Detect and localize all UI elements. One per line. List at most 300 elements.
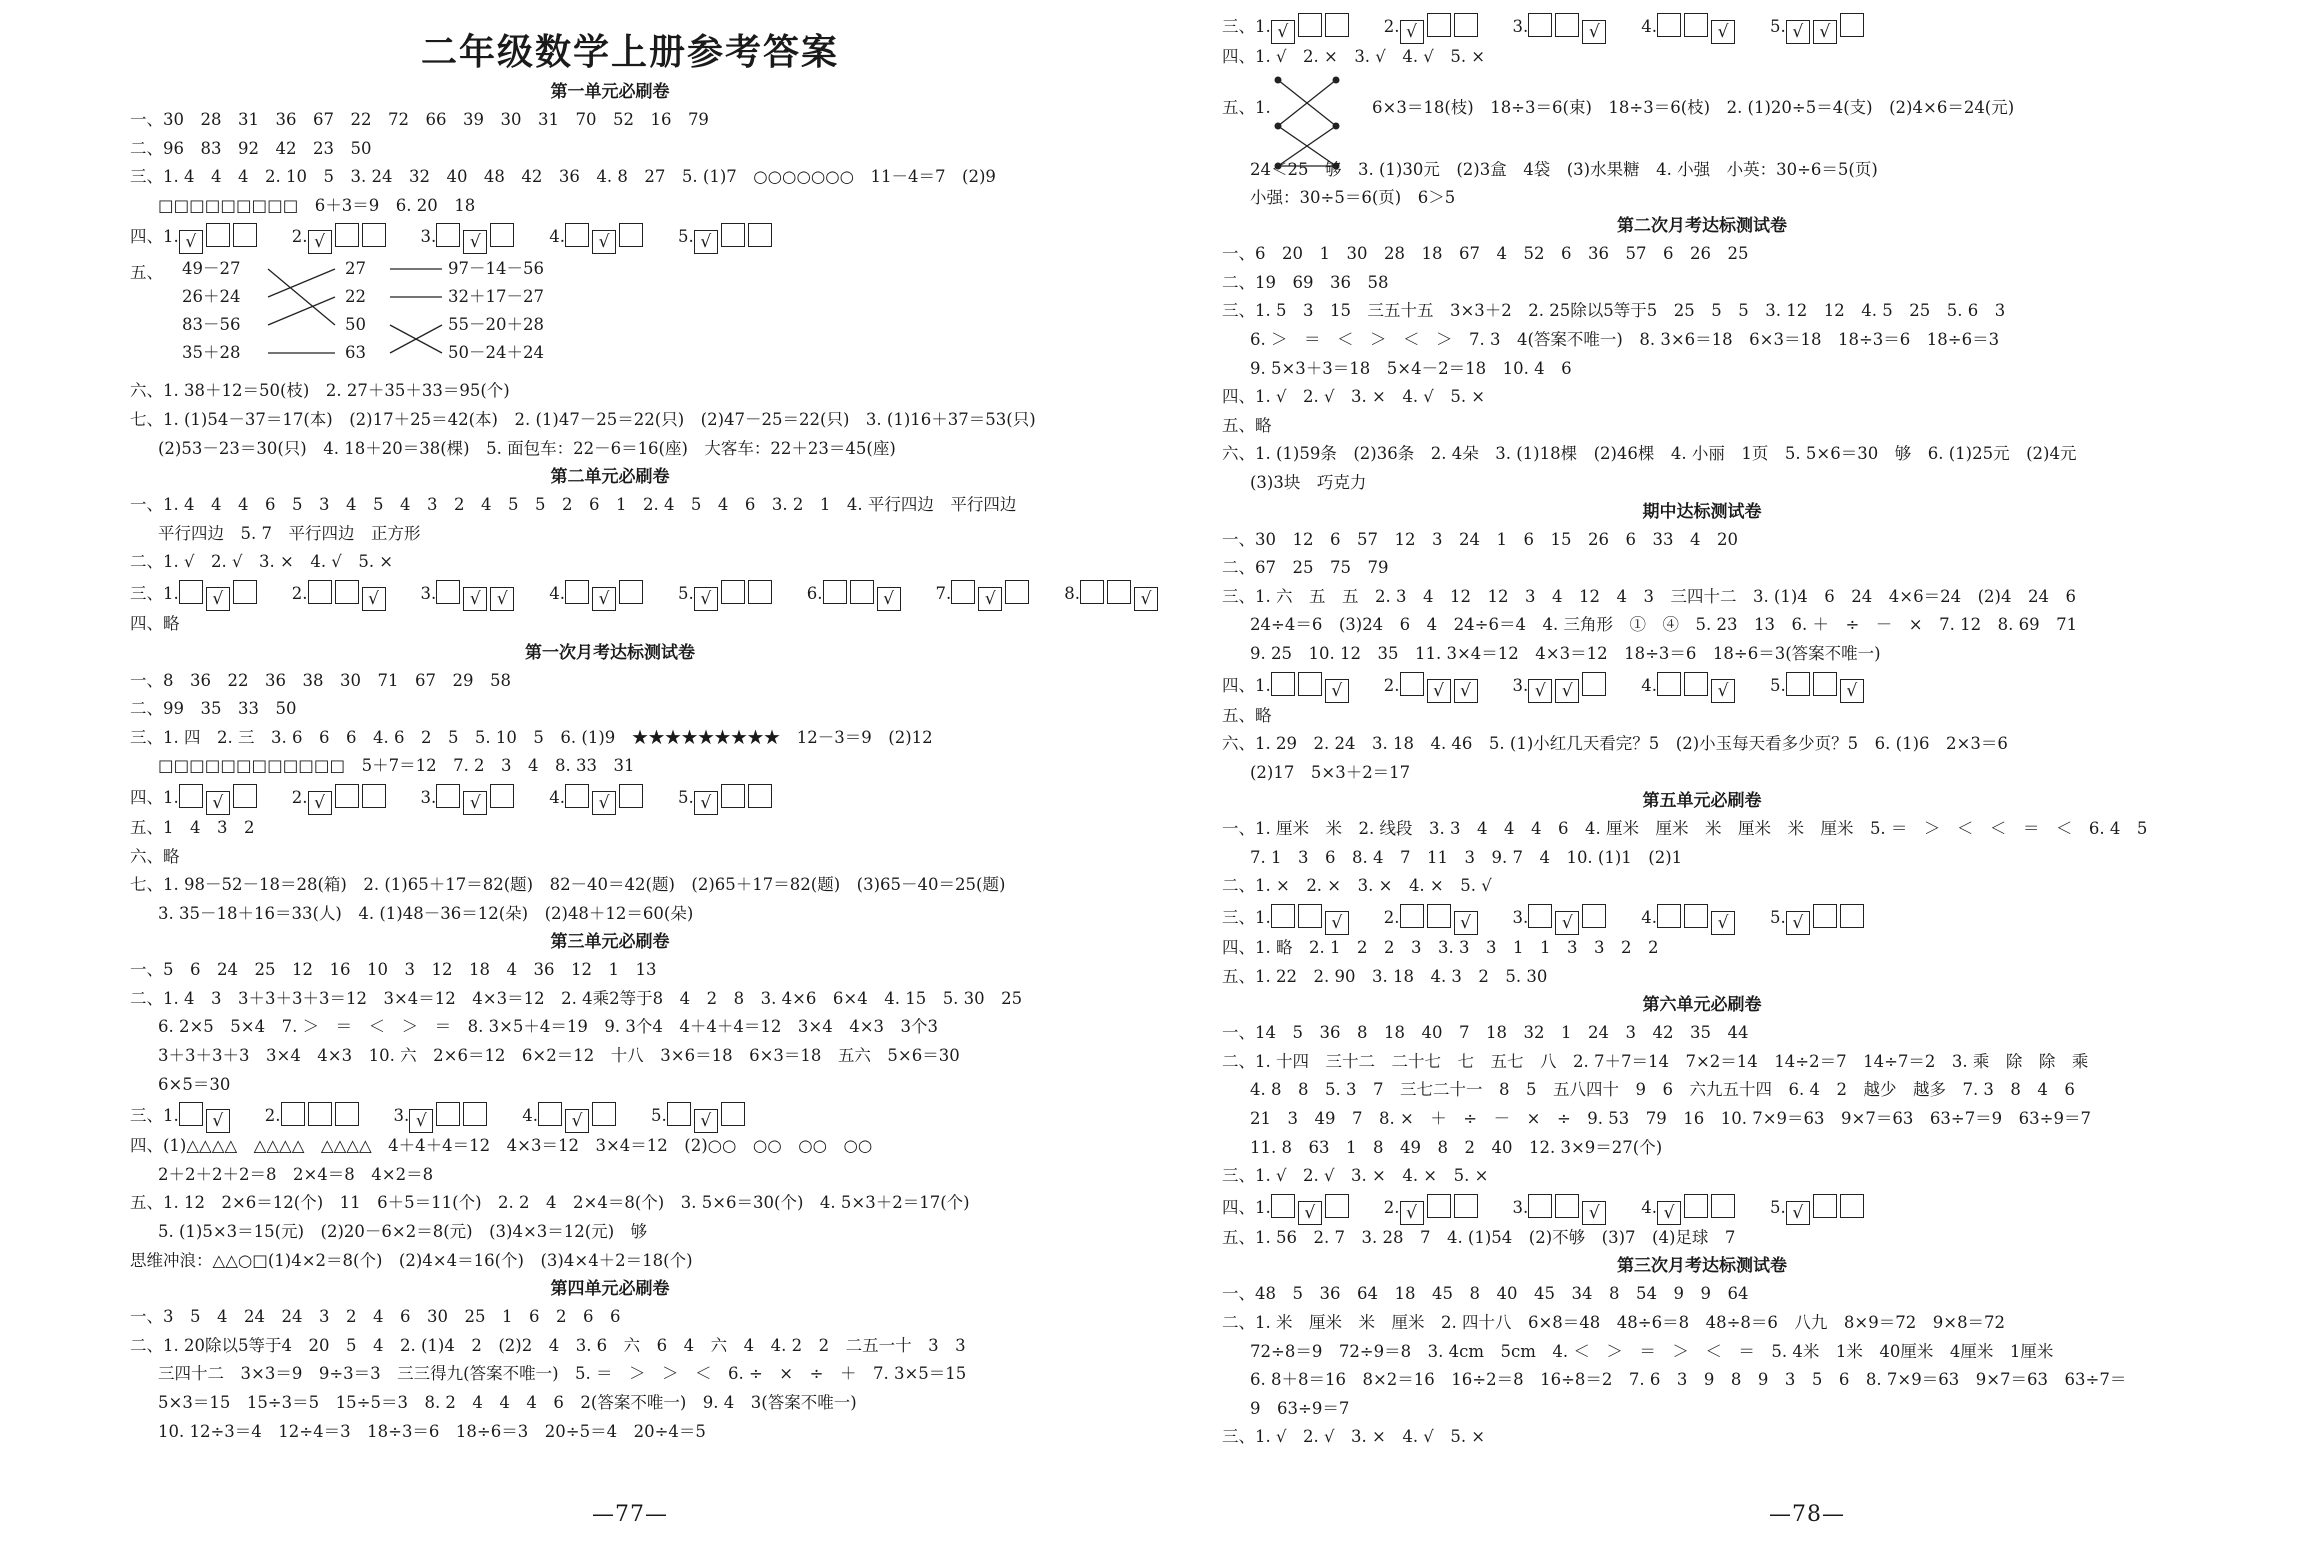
- box-question: [1512, 675, 1610, 701]
- answer-box: [1298, 904, 1322, 928]
- answer-line: 二、1. √ 2. √ 3. × 4. √ 5. ×: [130, 552, 394, 572]
- answer-line: 五、1. 12 2×6＝12(个) 11 6＋5＝11(个) 2. 2 4 2×4＝8(个) 3. 5×6＝30(个) 4. 5×3＋2＝17(个): [130, 1193, 970, 1213]
- answer-box: √: [694, 587, 718, 611]
- question-number: 4.: [1641, 17, 1657, 36]
- answer-box: [619, 580, 643, 604]
- answer-box: [1325, 1194, 1349, 1218]
- answer-line: 平行四边 5. 7 平行四边 正方形: [158, 523, 421, 543]
- match-expression: 97－14－56: [448, 259, 544, 279]
- left-page: [0, 0, 1161, 1541]
- answer-box: √: [1786, 20, 1810, 44]
- box-question: [549, 227, 646, 253]
- answer-box: √: [463, 587, 487, 611]
- question-number: 1.: [163, 1106, 179, 1126]
- answer-line: □□□□□□□□□ 6＋3＝9 6. 20 18: [158, 195, 476, 215]
- answer-line: 五、1. 22 2. 90 3. 18 4. 3 2 5. 30: [1222, 966, 1548, 986]
- answer-box: [748, 580, 772, 604]
- answer-box: √: [1657, 1201, 1681, 1225]
- question-number: 1.: [1255, 675, 1271, 695]
- answer-box: [721, 1102, 745, 1126]
- answer-prefix: 三、: [130, 1106, 163, 1126]
- answer-line: (2)17 5×3＋2＝17: [1250, 762, 1411, 782]
- answer-box: [1325, 13, 1349, 37]
- box-question: [163, 227, 260, 253]
- answer-box: [1427, 13, 1451, 37]
- answer-box: [1427, 1194, 1451, 1218]
- answer-line: 思维冲浪：△△○□(1)4×2＝8(个) (2)4×4＝16(个) (3)4×4＋2＝18(个): [130, 1250, 693, 1270]
- answer-line: 一、1. 厘米 米 2. 线段 3. 3 4 4 4 6 4. 厘米 厘米 米 厘米 米 厘米 5. ＝ ＞ ＜ ＜ ＝ ＜ 6. 4 5: [1222, 819, 2148, 839]
- answer-box: [308, 1102, 332, 1126]
- answer-box-row: [1222, 901, 2222, 934]
- answer-box: √: [1454, 679, 1478, 703]
- answer-line: 二、1. 十四 三十二 二十七 七 五七 八 2. 7＋7＝14 7×2＝14 14÷2＝7 14÷7＝2 3. 乘 除 除 乘: [1222, 1051, 2089, 1071]
- answer-line: 2＋2＋2＋2＝8 2×4＝8 4×2＝8: [158, 1164, 434, 1184]
- answer-line: 四、略: [130, 613, 180, 633]
- answer-line: 一、5 6 24 25 12 16 10 3 12 18 4 36 12 1 13: [130, 960, 657, 980]
- left-page-content: [130, 10, 1152, 1446]
- answer-box: [721, 580, 745, 604]
- answer-box: √: [409, 1109, 433, 1133]
- answer-box: [308, 580, 332, 604]
- section-title: 第二次月考达标测试卷: [1617, 216, 1787, 237]
- answer-box: [362, 223, 386, 247]
- box-question: [1383, 1197, 1481, 1223]
- box-question: [1255, 908, 1352, 934]
- answer-box: √: [1840, 679, 1864, 703]
- question-number: 2.: [291, 227, 308, 247]
- box-question: [651, 1106, 748, 1132]
- answer-box: [823, 580, 847, 604]
- question-number: 3.: [1512, 908, 1529, 928]
- box-question: [1255, 675, 1352, 701]
- answer-line: 二、96 83 92 42 23 50: [130, 138, 372, 158]
- answer-prefix: 四、: [130, 227, 163, 247]
- answer-line: 4. 8 8 5. 3 7 三七二十一 8 5 五八四十 9 6 六九五十四 6. 4 2 越少 越多 7. 3 8 4 6: [1250, 1080, 2075, 1100]
- box-question: [420, 227, 518, 253]
- box-question: [1255, 1197, 1352, 1223]
- answer-line: 四、1. 略 2. 1 2 2 3 3. 3 3 1 1 3 3 2 2: [1222, 938, 1659, 958]
- answer-box: [233, 580, 257, 604]
- question-number: 5.: [651, 1106, 667, 1126]
- question-number: 3.: [1512, 675, 1529, 695]
- answer-line: 24＜25 够 3. (1)30元 (2)3盒 4袋 (3)水果糖 4. 小强 小英：30÷6＝5(页): [1250, 159, 1878, 179]
- answer-line: 一、30 28 31 36 67 22 72 66 39 30 31 70 52 16 79: [130, 110, 709, 129]
- answer-prefix: 四、: [1222, 1197, 1255, 1217]
- answer-box: [565, 784, 589, 808]
- question-number: 1.: [163, 227, 179, 247]
- answer-line: 6. ＞ ＝ ＜ ＞ ＜ ＞ 7. 3 4(答案不唯一) 8. 3×6＝18 6×3＝18 18÷3＝6 18÷6＝3: [1250, 329, 2000, 349]
- box-question: [163, 583, 260, 609]
- question-number: 5.: [1770, 908, 1786, 928]
- box-question: [678, 787, 775, 813]
- question-number: 2.: [291, 787, 308, 807]
- answer-line: 一、8 36 22 36 38 30 71 67 29 58: [130, 670, 511, 690]
- answer-box: [233, 223, 257, 247]
- answer-line: 四、1. √ 2. × 3. √ 4. √ 5. ×: [1222, 47, 1486, 66]
- section-title: 期中达标测试卷: [1642, 501, 1762, 522]
- matching-exercise: [130, 253, 1130, 377]
- right-page-content: [1222, 10, 2222, 1452]
- answer-line: 五、1 4 3 2: [130, 817, 255, 837]
- question-number: 7.: [935, 583, 952, 603]
- question-number: 1.: [1255, 1197, 1271, 1217]
- answer-box: √: [1582, 20, 1606, 44]
- answer-prefix: 三、: [1222, 17, 1255, 36]
- box-question: [291, 227, 389, 253]
- box-question: [1383, 675, 1481, 701]
- answer-box: [1454, 1194, 1478, 1218]
- question-number: 4.: [522, 1106, 538, 1126]
- box-question: [806, 583, 904, 609]
- answer-line: 三、1. 六 五 五 2. 3 4 12 12 3 4 12 4 3 三四十二 3. (1)4 6 24 4×6＝24 (2)4 24 6: [1222, 586, 2076, 606]
- answer-box-row: [1222, 669, 2222, 702]
- answer-box: [436, 580, 460, 604]
- question-number: 3.: [1512, 17, 1529, 36]
- answer-box: [490, 784, 514, 808]
- answer-box: [951, 580, 975, 604]
- answer-box: [436, 784, 460, 808]
- answer-box: [565, 580, 589, 604]
- match-value: 22: [345, 287, 366, 307]
- question-number: 1.: [1255, 908, 1271, 928]
- answer-box: [179, 784, 203, 808]
- answer-line: 3＋3＋3＋3 3×4 4×3 10. 六 2×6＝12 6×2＝12 十八 3×6＝18 6×3＝18 五六 5×6＝30: [158, 1046, 960, 1066]
- box-question: [420, 787, 518, 813]
- answer-box: [1427, 904, 1451, 928]
- answer-line: 六、1. 38＋12＝50(枝) 2. 27＋35＋33＝95(个): [130, 381, 510, 401]
- answer-box: [721, 784, 745, 808]
- answer-prefix: 四、: [1222, 675, 1255, 695]
- answer-box: [1528, 904, 1552, 928]
- box-question: [1064, 583, 1161, 609]
- answer-box: √: [694, 791, 718, 815]
- answer-box: [1711, 1194, 1735, 1218]
- box-question: [291, 583, 389, 609]
- answer-box: [1786, 672, 1810, 696]
- answer-box: [1528, 1194, 1552, 1218]
- answer-box: [179, 1102, 203, 1126]
- answer-line: 6×3＝18(枝) 18÷3＝6(束) 18÷3＝6(枝) 2. (1)20÷5＝4(支) (2)4×6＝24(元): [1372, 97, 2015, 117]
- answer-box: [1813, 904, 1837, 928]
- box-question: [1641, 908, 1738, 934]
- answer-box: √: [1427, 679, 1451, 703]
- answer-box: √: [694, 230, 718, 254]
- answer-box: √: [1711, 20, 1735, 44]
- answer-line: 二、1. 米 厘米 米 厘米 2. 四十八 6×8＝48 48÷6＝8 48÷8＝6 八九 8×9＝72 9×8＝72: [1222, 1313, 2006, 1332]
- answer-line: 一、30 12 6 57 12 3 24 1 6 15 26 6 33 4 20: [1222, 529, 1738, 549]
- question-number: 3.: [1512, 1197, 1529, 1217]
- section-title: 第五单元必刷卷: [1642, 791, 1762, 812]
- answer-box: [1271, 904, 1295, 928]
- question-number: 1.: [1255, 17, 1271, 36]
- answer-line: 5. (1)5×3＝15(元) (2)20－6×2＝8(元) (3)4×3＝12(元) 够: [158, 1222, 648, 1242]
- answer-box: [335, 223, 359, 247]
- section-title: 第三次月考达标测试卷: [1617, 1256, 1787, 1277]
- answer-box: [1657, 904, 1681, 928]
- box-question: [163, 787, 260, 813]
- question-number: 3.: [420, 583, 437, 603]
- answer-box: √: [308, 791, 332, 815]
- box-question: [549, 583, 646, 609]
- match-expression: 83－56: [182, 315, 241, 335]
- answer-box: √: [1400, 20, 1424, 44]
- box-question: [1641, 675, 1738, 701]
- question-number: 2.: [1383, 17, 1400, 36]
- box-question: [1255, 17, 1352, 42]
- answer-box: [619, 784, 643, 808]
- answer-box: [850, 580, 874, 604]
- match-value: 63: [345, 343, 366, 363]
- question-number: 2.: [264, 1106, 281, 1126]
- box-question: [291, 787, 389, 813]
- question-number: 8.: [1064, 583, 1080, 603]
- answer-line: 9. 25 10. 12 35 11. 3×4＝12 4×3＝12 18÷3＝6 18÷6＝3(答案不唯一): [1250, 643, 1881, 663]
- answer-box: [233, 784, 257, 808]
- answer-box: [179, 580, 203, 604]
- answer-box: √: [592, 230, 616, 254]
- answer-box: √: [877, 587, 901, 611]
- box-question: [1383, 908, 1481, 934]
- answer-prefix: 五、1.: [1222, 97, 1271, 117]
- answer-box: [490, 223, 514, 247]
- answer-box: [1298, 672, 1322, 696]
- match-expression: 55－20＋28: [448, 315, 544, 335]
- answer-box: √: [1555, 679, 1579, 703]
- answer-box-row: [130, 1099, 1130, 1132]
- answer-line: 3. 35－18＋16＝33(人) 4. (1)48－36＝12(朵) (2)48＋12＝60(朵): [158, 903, 694, 923]
- answer-line: 9. 5×3＋3＝18 5×4－2＝18 10. 4 6: [1250, 358, 1572, 378]
- page-title: 二年级数学上册参考答案: [420, 31, 839, 73]
- answer-box: √: [1786, 1201, 1810, 1225]
- answer-line: 三四十二 3×3＝9 9÷3＝3 三三得九(答案不唯一) 5. ＝ ＞ ＞ ＜ 6. ÷ × ÷ ＋ 7. 3×5＝15: [158, 1364, 967, 1384]
- answer-box: [436, 1102, 460, 1126]
- answer-box: [538, 1102, 562, 1126]
- answer-box: √: [1528, 679, 1552, 703]
- answer-line: 三、1. 4 4 4 2. 10 5 3. 24 32 40 48 42 36 4. 8 27 5. (1)7 ○○○○○○○ 11－4＝7 (2)9: [130, 167, 996, 187]
- answer-line: 一、48 5 36 64 18 45 8 40 45 34 8 54 9 9 64: [1222, 1284, 1749, 1304]
- answer-box: √: [179, 230, 203, 254]
- answer-box: [1080, 580, 1104, 604]
- answer-box: √: [1454, 911, 1478, 935]
- answer-box-row: [130, 577, 1152, 610]
- answer-box: [206, 223, 230, 247]
- box-question: [1383, 17, 1481, 42]
- answer-box: [281, 1102, 305, 1126]
- answer-box: [335, 1102, 359, 1126]
- answer-box-row: [130, 781, 1130, 814]
- match-expression: 49－27: [182, 259, 241, 279]
- match-expression: 35＋28: [182, 343, 241, 363]
- question-number: 4.: [549, 787, 565, 807]
- answer-line: 11. 8 63 1 8 49 8 2 40 12. 3×9＝27(个): [1250, 1137, 1663, 1157]
- answer-prefix: 三、: [1222, 908, 1255, 928]
- answer-box: [1813, 1194, 1837, 1218]
- answer-box: [1454, 13, 1478, 37]
- answer-box: √: [308, 230, 332, 254]
- answer-box: [592, 1102, 616, 1126]
- answer-line: 五、略: [1222, 415, 1272, 435]
- answer-box: [565, 223, 589, 247]
- answer-line: 二、99 35 33 50: [130, 699, 297, 719]
- question-number: 3.: [420, 787, 437, 807]
- section-title: 第四单元必刷卷: [550, 1279, 670, 1300]
- answer-box: [1657, 13, 1681, 37]
- matching-lines: [130, 253, 450, 377]
- match-expression: 26＋24: [182, 287, 241, 307]
- answer-box: [335, 580, 359, 604]
- answer-line: 六、略: [130, 846, 180, 866]
- answer-line: (3)3块 巧克力: [1250, 472, 1367, 492]
- question-number: 5.: [678, 583, 694, 603]
- answer-box: [1555, 1194, 1579, 1218]
- match-value: 50: [345, 315, 366, 335]
- answer-box: √: [1711, 679, 1735, 703]
- answer-box: [619, 223, 643, 247]
- box-question: [1770, 675, 1867, 701]
- section-title: 第一单元必刷卷: [550, 82, 670, 102]
- question-number: 4.: [549, 227, 565, 247]
- section-title: 第六单元必刷卷: [1642, 995, 1762, 1016]
- answer-line: 7. 1 3 6 8. 4 7 11 3 9. 7 4 10. (1)1 (2)1: [1250, 847, 1683, 867]
- answer-line: 五、1. 56 2. 7 3. 28 7 4. (1)54 (2)不够 (3)7 (4)足球 7: [1222, 1227, 1736, 1247]
- answer-line: 七、1. (1)54－37＝17(本) (2)17＋25＝42(本) 2. (1)47－25＝22(只) (2)47－25＝22(只) 3. (1)16＋37＝53(只): [130, 409, 1036, 429]
- answer-box: [1298, 13, 1322, 37]
- answer-box: [362, 784, 386, 808]
- box-question: [522, 1106, 619, 1132]
- box-question: [1770, 1197, 1867, 1223]
- answer-line: 五、略: [1222, 705, 1272, 725]
- answer-line: □□□□□□□□□□□□ 5＋7＝12 7. 2 3 4 8. 33 31: [158, 756, 635, 776]
- answer-box: [1684, 672, 1708, 696]
- question-number: 6.: [806, 583, 823, 603]
- answer-box: [721, 223, 745, 247]
- answer-line: 6. 2×5 5×4 7. ＞ ＝ ＜ ＞ ＝ 8. 3×5＋4＝19 9. 3个4 4＋4＋4＝12 3×4 4×3 3个3: [158, 1017, 939, 1037]
- question-number: 5.: [678, 227, 694, 247]
- box-question: [1770, 17, 1867, 42]
- question-number: 5.: [678, 787, 694, 807]
- box-question: [1512, 1197, 1610, 1223]
- answer-line: 四、1. √ 2. √ 3. × 4. √ 5. ×: [1222, 387, 1486, 407]
- answer-box: [1528, 13, 1552, 37]
- question-number: 3.: [393, 1106, 410, 1126]
- question-number: 4.: [1641, 675, 1657, 695]
- answer-box: [1684, 13, 1708, 37]
- answer-line: 一、1. 4 4 4 6 5 3 4 5 4 3 2 4 5 5 2 6 1 2. 4 5 4 6 3. 2 1 4. 平行四边 平行四边: [130, 495, 1017, 515]
- answer-box: [1684, 904, 1708, 928]
- answer-box: [667, 1102, 691, 1126]
- answer-line: 二、1. × 2. × 3. × 4. × 5. √: [1222, 876, 1492, 896]
- box-question: [678, 583, 775, 609]
- box-question: [678, 227, 775, 253]
- match-value: 27: [345, 259, 366, 279]
- answer-box: √: [362, 587, 386, 611]
- answer-box: √: [206, 791, 230, 815]
- answer-box: [1840, 1194, 1864, 1218]
- answer-box: [748, 784, 772, 808]
- question-number: 2.: [1383, 908, 1400, 928]
- answer-box: √: [694, 1109, 718, 1133]
- question-number: 3.: [420, 227, 437, 247]
- answer-line: 6×5＝30: [158, 1074, 231, 1094]
- answer-line: 三、1. 5 3 15 三五十五 3×3＋2 2. 25除以5等于5 25 5 5 3. 12 12 4. 5 25 5. 6 3: [1222, 301, 2006, 321]
- question-number: 2.: [1383, 675, 1400, 695]
- answer-box: √: [1400, 1201, 1424, 1225]
- answer-box: [1582, 904, 1606, 928]
- question-number: 2.: [1383, 1197, 1400, 1217]
- section-title: 第二单元必刷卷: [550, 467, 670, 488]
- box-question: [1770, 908, 1867, 934]
- answer-box: [1400, 672, 1424, 696]
- box-question: [265, 1106, 362, 1125]
- answer-box: √: [1582, 1201, 1606, 1225]
- question-number: 4.: [1641, 1197, 1657, 1217]
- answer-line: 10. 12÷3＝4 12÷4＝3 18÷3＝6 18÷6＝3 20÷5＝4 20÷4＝5: [158, 1421, 706, 1441]
- answer-line: 6. 8＋8＝16 8×2＝16 16÷2＝8 16÷8＝2 7. 6 3 9 8 9 3 5 6 8. 7×9＝63 9×7＝63 63÷7＝: [1250, 1370, 2127, 1390]
- answer-line: 二、1. 4 3 3＋3＋3＋3＝12 3×4＝12 4×3＝12 2. 4乘2等于8 4 2 8 3. 4×6 6×4 4. 15 5. 30 25: [130, 988, 1023, 1008]
- answer-box: √: [490, 587, 514, 611]
- answer-box: √: [592, 587, 616, 611]
- matching-exercise: [1222, 72, 2222, 184]
- right-page-number: —78—: [1769, 1502, 1845, 1527]
- answer-box: [1107, 580, 1131, 604]
- answer-line: 三、1. 四 2. 三 3. 6 6 6 4. 6 2 5 5. 10 5 6. (1)9 ★★★★★★★★★ 12－3＝9 (2)12: [130, 727, 933, 747]
- answer-prefix: 五、: [130, 263, 163, 283]
- answer-prefix: 四、: [130, 787, 163, 807]
- answer-line: 二、67 25 75 79: [1222, 558, 1389, 578]
- answer-box: [1555, 13, 1579, 37]
- answer-box: √: [206, 1109, 230, 1133]
- answer-line: 一、14 5 36 8 18 40 7 18 32 1 24 3 42 35 44: [1222, 1023, 1749, 1043]
- box-question: [393, 1106, 491, 1132]
- answer-box: [1840, 13, 1864, 37]
- answer-line: 24÷4＝6 (3)24 6 4 24÷6＝4 4. 三角形 ① ④ 5. 23 13 6. ＋ ÷ － × 7. 12 8. 69 71: [1250, 615, 2078, 635]
- question-number: 1.: [163, 583, 179, 603]
- answer-box: [436, 223, 460, 247]
- section-title: 第三单元必刷卷: [550, 932, 670, 953]
- question-number: 1.: [163, 787, 179, 807]
- question-number: 4.: [549, 583, 565, 603]
- answer-box: √: [978, 587, 1002, 611]
- question-number: 4.: [1641, 908, 1657, 928]
- answer-line: 七、1. 98－52－18＝28(箱) 2. (1)65＋17＝82(题) 82－40＝42(题) (2)65＋17＝82(题) (3)65－40＝25(题): [130, 875, 1006, 895]
- answer-box: √: [1711, 911, 1735, 935]
- answer-box-row: [1222, 10, 2222, 43]
- answer-box: √: [463, 791, 487, 815]
- answer-line: 一、6 20 1 30 28 18 67 4 52 6 36 57 6 26 25: [1222, 244, 1749, 264]
- answer-box: [1582, 672, 1606, 696]
- question-number: 5.: [1770, 675, 1786, 695]
- answer-line: 9 63÷9＝7: [1250, 1398, 1350, 1418]
- box-question: [1512, 17, 1610, 42]
- answer-box: √: [1298, 1201, 1322, 1225]
- answer-line: 二、1. 20除以5等于4 20 5 4 2. (1)4 2 (2)2 4 3. 6 六 6 4 六 4 4. 2 2 二五一十 3 3: [130, 1335, 966, 1355]
- answer-box: [1271, 1194, 1295, 1218]
- answer-box: √: [1786, 911, 1810, 935]
- answer-line: 六、1. 29 2. 24 3. 18 4. 46 5. (1)小红几天看完？5 (2)小玉每天看多少页？5 6. (1)6 2×3＝6: [1222, 734, 2008, 754]
- answer-line: 72÷8＝9 72÷9＝8 3. 4cm 5cm 4. ＜ ＞ ＝ ＞ ＜ ＝ 5. 4米 1米 40厘米 4厘米 1厘米: [1250, 1341, 2054, 1361]
- answer-line: 5×3＝15 15÷3＝5 15÷5＝3 8. 2 4 4 4 6 2(答案不唯一) 9. 4 3(答案不唯一): [158, 1393, 857, 1412]
- answer-line: 三、1. √ 2. √ 3. × 4. √ 5. ×: [1222, 1427, 1486, 1447]
- answer-box: √: [1813, 20, 1837, 44]
- answer-box: √: [1325, 911, 1349, 935]
- section-title: 第一次月考达标测试卷: [525, 642, 695, 663]
- answer-box: [463, 1102, 487, 1126]
- answer-box: [748, 223, 772, 247]
- question-number: 5.: [1770, 1197, 1786, 1217]
- question-number: 2.: [291, 583, 308, 603]
- answer-box: √: [1325, 679, 1349, 703]
- answer-box: √: [1271, 20, 1295, 44]
